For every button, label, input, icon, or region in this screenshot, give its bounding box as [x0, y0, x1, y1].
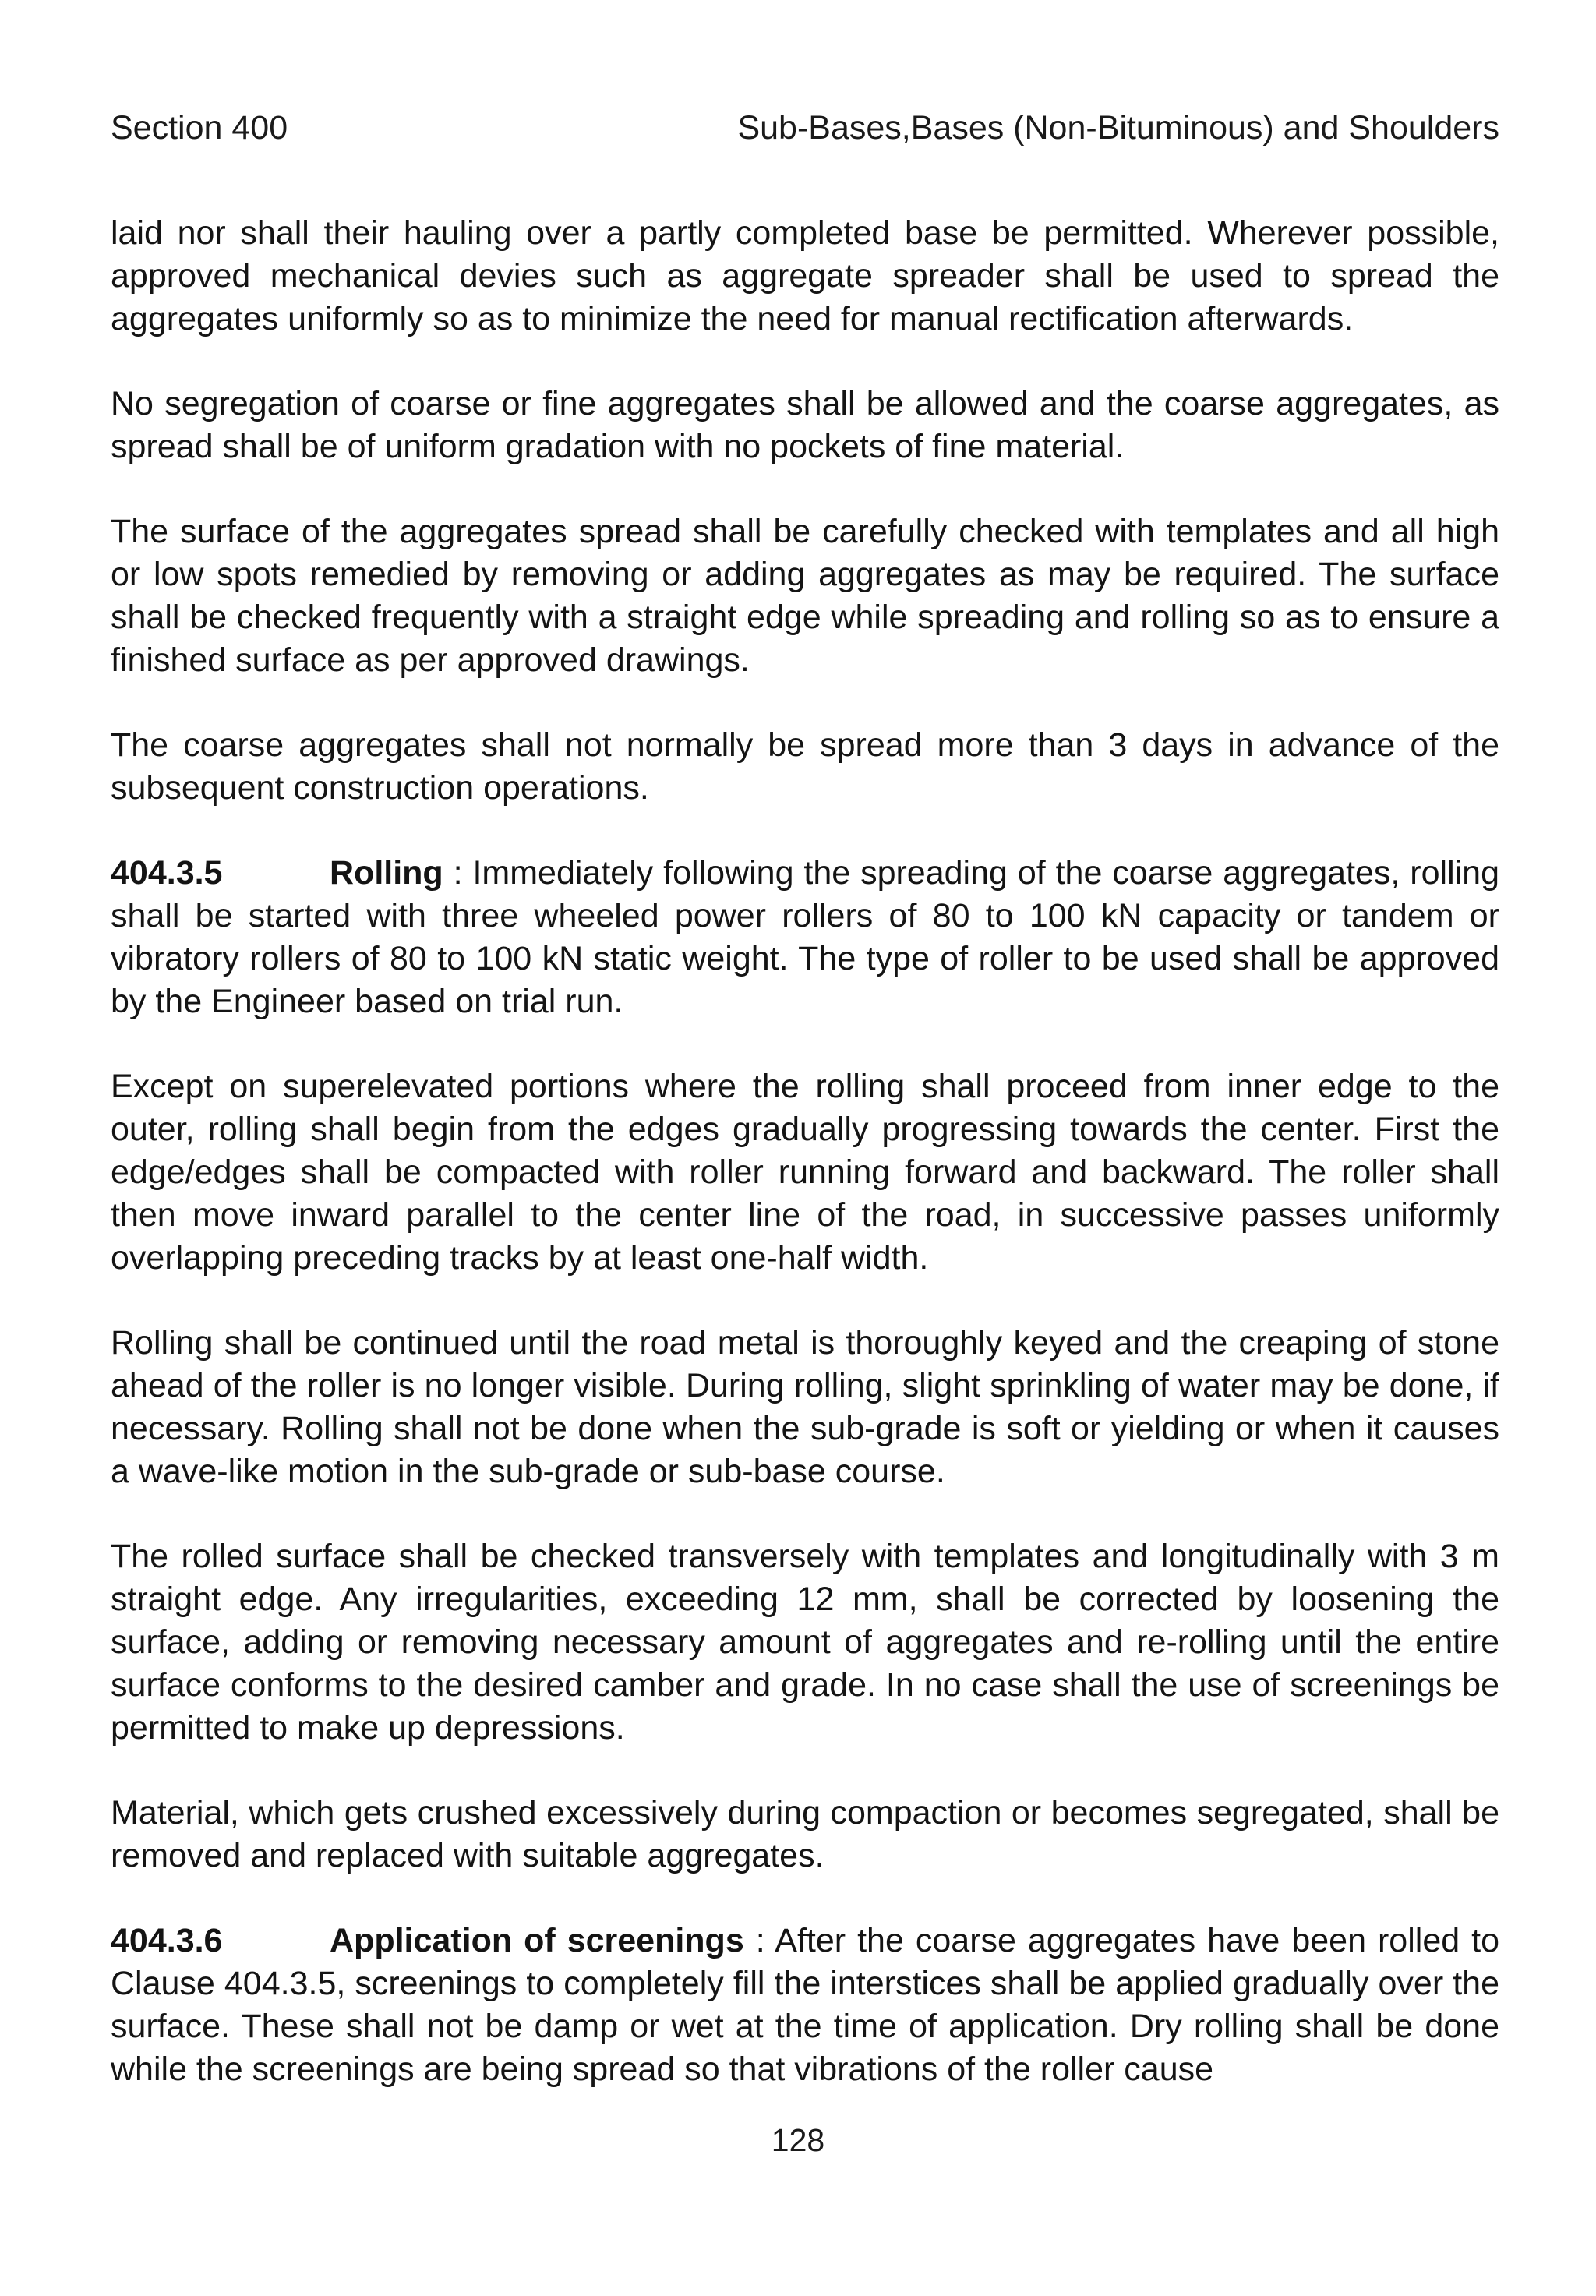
clause-number: 404.3.5: [111, 854, 223, 892]
section-title: Sub-Bases,Bases (Non-Bituminous) and Shoulders: [737, 109, 1499, 147]
paragraph: laid nor shall their hauling over a partly completed base be permitted. Wherever possible, approved mechanical devies such as aggregate spreader shall be used to spread the aggregates uniformly so as to minimize the need for manual rectification afterwards.: [111, 214, 1499, 337]
clause-title: Application of screenings: [330, 1922, 744, 1959]
section-label: Section 400: [111, 109, 288, 147]
paragraph: No segregation of coarse or fine aggregates shall be allowed and the coarse aggregates, as spread shall be of uniform gradation with no pockets of fine material.: [111, 385, 1499, 465]
clause-text: : After the coarse aggregates have been rolled to Clause 404.3.5, screenings to completely fill the interstices shall be applied gradually over the surface. These shall not be damp or wet at the time of application. Dry rolling shall be done while the screenings are being spread so that vibrations of the roller cause: [111, 1922, 1499, 2088]
clause-title: Rolling: [330, 854, 443, 892]
paragraph: The coarse aggregates shall not normally be spread more than 3 days in advance of the subsequent construction operations.: [111, 726, 1499, 807]
clause-number: 404.3.6: [111, 1922, 223, 1959]
paragraph: Material, which gets crushed excessively during compaction or becomes segregated, shall be removed and replaced with suitable aggregates.: [111, 1794, 1499, 1874]
running-header: [111, 106, 1499, 150]
clause-text: : Immediately following the spreading of the coarse aggregates, rolling shall be started with three wheeled power rollers of 80 to 100 kN capacity or tandem or vibratory rollers of 80 to 100 kN static weight. The type of roller to be used shall be approved by the Engineer based on trial run.: [111, 854, 1499, 1020]
paragraph: The surface of the aggregates spread shall be carefully checked with templates and all high or low spots remedied by removing or adding aggregates as may be required. The surface shall be checked frequently with a straight edge while spreading and rolling so as to ensure a finished surface as per approved drawings.: [111, 513, 1499, 679]
page-number: 128: [771, 2122, 825, 2158]
paragraph: The rolled surface shall be checked transversely with templates and longitudinally with 3 m straight edge. Any irregularities, exceeding 12 mm, shall be corrected by loosening the surface, adding or removing necessary amount of aggregates and re-rolling until the entire surface conforms to the desired camber and grade. In no case shall the use of screenings be permitted to make up depressions.: [111, 1538, 1499, 1747]
body-text: [111, 212, 1499, 2091]
paragraph: Except on superelevated portions where the rolling shall proceed from inner edge to the outer, rolling shall begin from the edges gradually progressing towards the center. First the edge/edges shall be compacted with roller running forward and backward. The roller shall then move inward parallel to the center line of the road, in successive passes uniformly overlapping preceding tracks by at least one-half width.: [111, 1068, 1499, 1277]
paragraph: Rolling shall be continued until the road metal is thoroughly keyed and the creaping of stone ahead of the roller is no longer visible. During rolling, slight sprinkling of water may be done, if necessary. Rolling shall not be done when the sub-grade is soft or yielding or when it causes a wave-like motion in the sub-grade or sub-base course.: [111, 1324, 1499, 1490]
clause-paragraph-404-3-5: [111, 852, 1499, 1023]
clause-paragraph-404-3-6: [111, 1920, 1499, 2091]
